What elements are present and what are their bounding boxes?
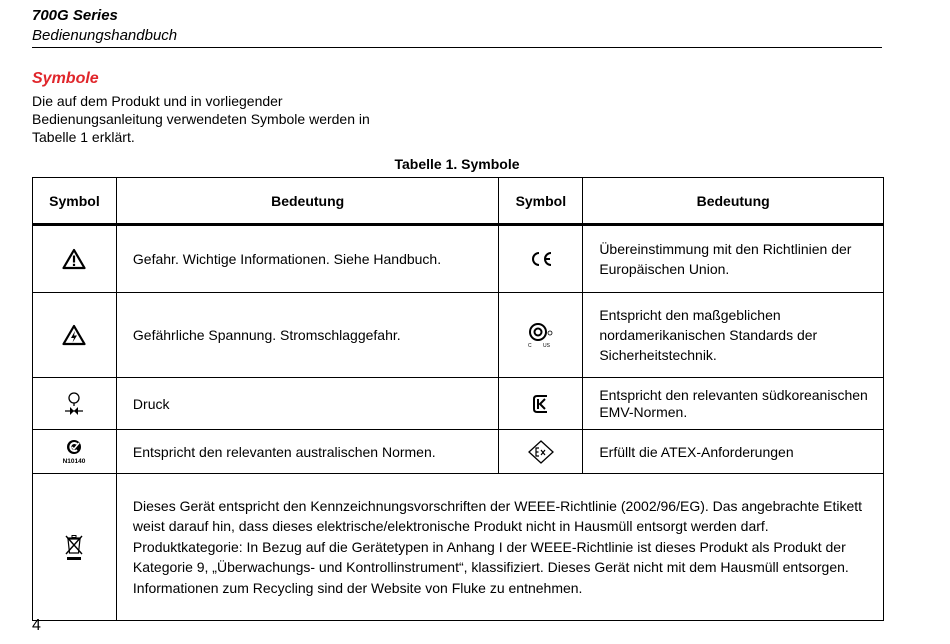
symbols-table — [32, 177, 884, 621]
section-title: Symbole — [32, 70, 99, 87]
meaning-cell: Gefahr. Wichtige Informationen. Siehe Handbuch. — [116, 225, 498, 293]
symbol-cell — [499, 293, 583, 378]
symbol-cell — [499, 378, 583, 430]
meaning-cell: Übereinstimmung mit den Richtlinien der Europäischen Union. — [583, 225, 884, 293]
table-row — [33, 225, 884, 293]
csa-us-label: US — [542, 343, 550, 348]
column-header-symbol: Symbol — [33, 178, 117, 225]
column-header-symbol: Symbol — [499, 178, 583, 225]
section-intro — [32, 92, 452, 146]
table-row — [33, 430, 884, 474]
table-caption: Tabelle 1. Symbole — [394, 156, 520, 172]
weee-description: Dieses Gerät entspricht den Kennzeichnungsvorschriften der WEEE-Richtlinie (2002/96/EG). Das angebrachte Etikett weist darauf hin, dass dieses elektrische/elektronische Produkt nicht in Hausmüll entsorgt werden darf. Produktkategorie: In Bezug auf die Gerätetypen in Anhang I der WEEE-Richtlinie ist dieses Produkt als Produkt der Kategorie 9, „Überwachungs- und Kontrollinstrument“, klassifiziert. Dieses Gerät nicht mit dem Hausmüll entsorgen. Informationen zum Recycling sind der Website von Fluke zu entnehmen. — [116, 474, 883, 621]
ce-mark-icon — [528, 250, 554, 268]
symbol-cell — [499, 430, 583, 474]
symbol-cell — [33, 430, 117, 474]
weee-bin-icon — [63, 533, 85, 561]
document-manual-title: Bedienungshandbuch — [32, 27, 178, 44]
meaning-cell: Druck — [116, 378, 498, 430]
meaning-cell: Entspricht den maßgeblichen nordamerikanischen Standards der Sicherheitstechnik. — [583, 293, 884, 378]
csa-mark-icon — [526, 322, 556, 348]
csa-c-label: C — [527, 343, 532, 348]
table-row — [33, 474, 884, 621]
warning-triangle-icon — [62, 248, 86, 270]
meaning-cell: Entspricht den relevanten südkoreanischen EMV-Normen. — [583, 378, 884, 430]
intro-line: Die auf dem Produkt und in vorliegender — [32, 93, 283, 109]
meaning-cell: Entspricht den relevanten australischen Normen. — [116, 430, 498, 474]
page-number: 4 — [32, 617, 41, 634]
c-tick-icon — [59, 438, 89, 466]
column-header-meaning: Bedeutung — [583, 178, 884, 225]
high-voltage-triangle-icon — [62, 324, 86, 346]
symbol-cell — [33, 225, 117, 293]
pressure-icon — [62, 392, 86, 416]
symbol-cell — [33, 474, 117, 621]
atex-ex-icon — [528, 440, 554, 464]
meaning-cell: Gefährliche Spannung. Stromschlaggefahr. — [116, 293, 498, 378]
document-series-title: 700G Series — [32, 7, 118, 24]
symbol-cell — [499, 225, 583, 293]
meaning-cell: Erfüllt die ATEX-Anforderungen — [583, 430, 884, 474]
table-row — [33, 378, 884, 430]
column-header-meaning: Bedeutung — [116, 178, 498, 225]
symbol-cell — [33, 293, 117, 378]
kc-mark-icon — [532, 393, 550, 415]
symbol-cell — [33, 378, 117, 430]
intro-line: Bedienungsanleitung verwendeten Symbole werden in — [32, 111, 370, 127]
table-header-row — [33, 178, 884, 225]
table-row — [33, 293, 884, 378]
header-divider — [32, 47, 882, 48]
intro-line: Tabelle 1 erklärt. — [32, 129, 135, 145]
c-tick-number: N10140 — [63, 457, 86, 465]
